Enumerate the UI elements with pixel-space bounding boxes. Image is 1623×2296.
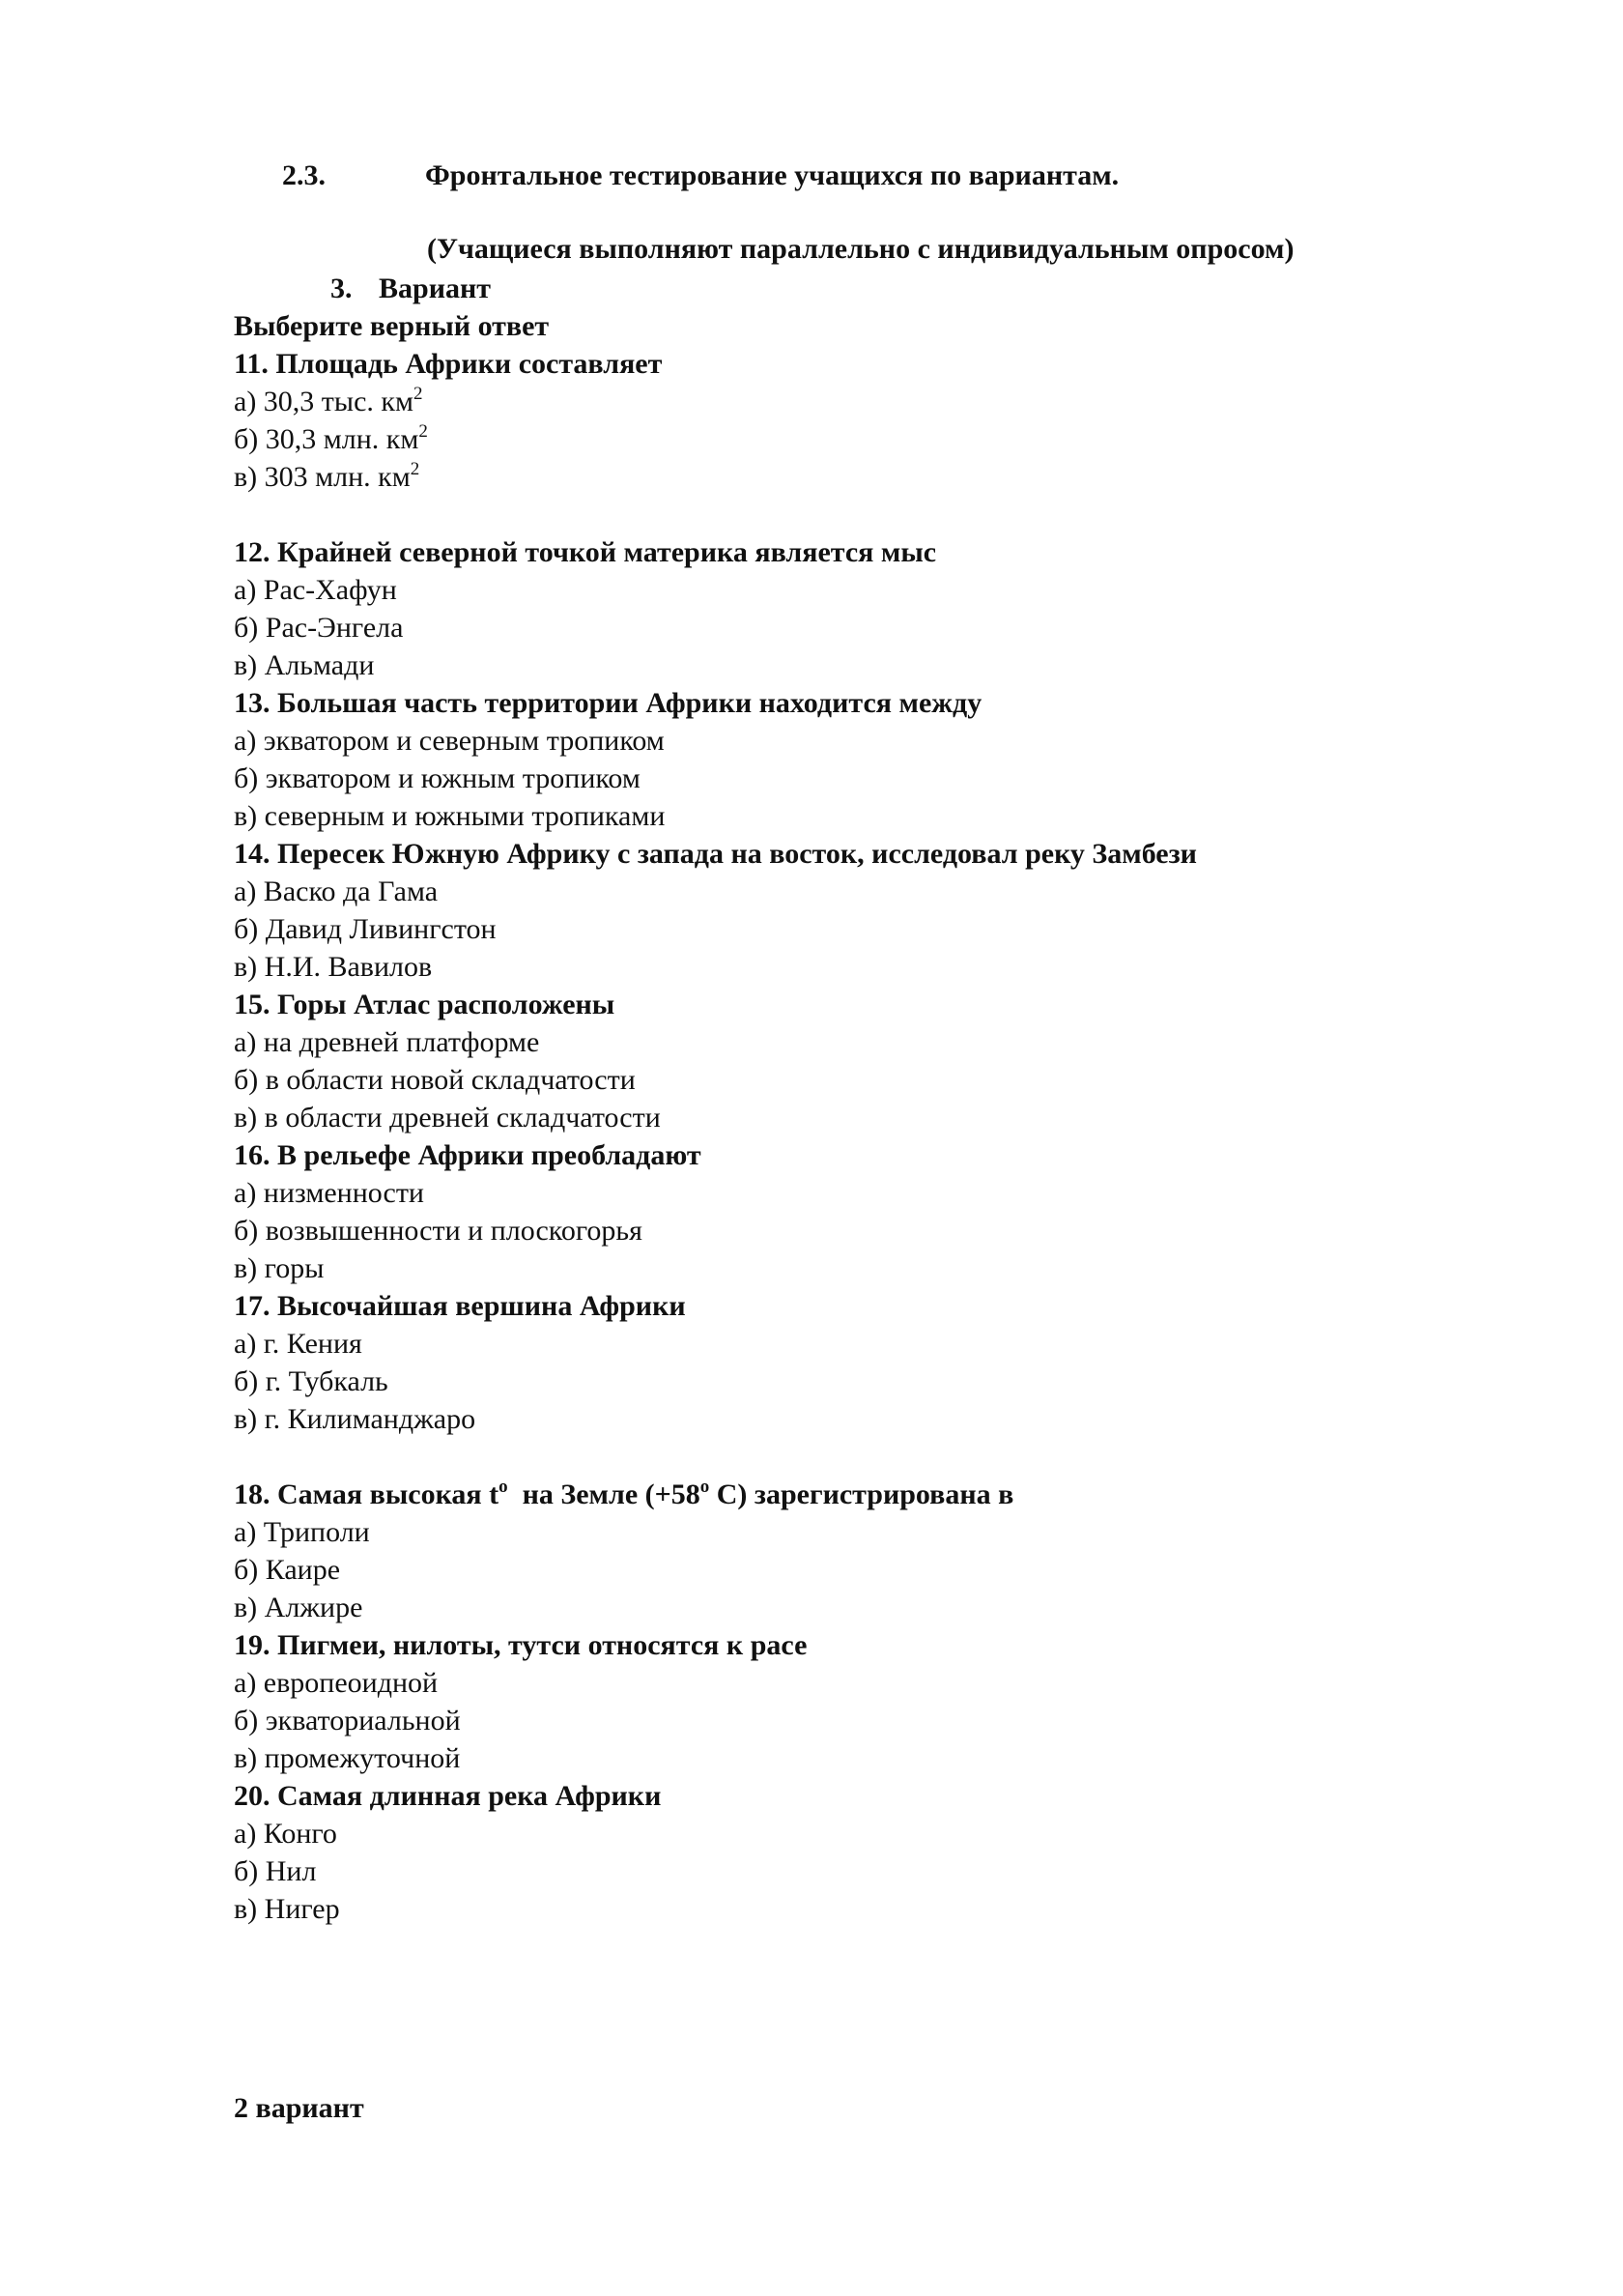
answer-option: а) экватором и северным тропиком bbox=[234, 725, 665, 757]
answer-option: а) Триполи bbox=[234, 1516, 370, 1548]
subheading-note: (Учащиеся выполняют параллельно с индивидуальным опросом) bbox=[427, 233, 1295, 265]
answer-option: б) Рас-Энгела bbox=[234, 612, 404, 644]
answer-option: в) 303 млн. $км^2$ bbox=[234, 459, 420, 493]
answer-option: а) Васко да Гама bbox=[234, 875, 439, 907]
variant-number: 3. bbox=[330, 273, 353, 304]
answer-option: а) г. Кения bbox=[234, 1328, 362, 1360]
question-title: 19. Пигмеи, нилоты, тутси относятся к расе bbox=[234, 1629, 808, 1661]
answer-option: б) в области новой складчатости bbox=[234, 1064, 636, 1096]
answer-option: в) Нигер bbox=[234, 1893, 340, 1925]
question-title: 14. Пересек Южную Африку с запада на восток, исследовал реку Замбези bbox=[234, 838, 1197, 870]
answer-option: а) европеоидной bbox=[234, 1667, 439, 1699]
section-number: 2.3. bbox=[282, 159, 326, 191]
answer-option: а) 30,3 тыс. $км^2$ bbox=[234, 384, 423, 417]
answer-option: б) экватором и южным тропиком bbox=[234, 762, 641, 794]
test-content bbox=[234, 307, 1567, 1928]
question-title: 18. Самая высокая $t^o$ на Земле ($+58^o$ С) зарегистрирована в bbox=[234, 1477, 1014, 1510]
superscript: o bbox=[498, 1477, 508, 1497]
answer-option: б) Нил bbox=[234, 1855, 317, 1887]
question-title: 13. Большая часть территории Африки находится между bbox=[234, 687, 982, 719]
answer-option: б) г. Тубкаль bbox=[234, 1365, 388, 1397]
question-title: 11. Площадь Африки составляет bbox=[234, 348, 663, 380]
answer-option: а) Конго bbox=[234, 1818, 337, 1850]
spacer bbox=[234, 1438, 1567, 1476]
answer-option: в) Алжире bbox=[234, 1592, 363, 1623]
superscript: 2 bbox=[410, 459, 420, 479]
variant-label: Вариант bbox=[379, 273, 492, 304]
answer-option: в) северным и южными тропиками bbox=[234, 800, 666, 832]
section-title: Фронтальное тестирование учащихся по вариантам. bbox=[425, 159, 1120, 191]
question-title: 15. Горы Атлас расположены bbox=[234, 989, 615, 1020]
answer-option: а) низменности bbox=[234, 1177, 424, 1209]
answer-option: б) 30,3 млн. $км^2$ bbox=[234, 421, 428, 455]
question-title: 17. Высочайшая вершина Африки bbox=[234, 1290, 686, 1322]
answer-option: б) Каире bbox=[234, 1554, 341, 1586]
answer-option: в) промежуточной bbox=[234, 1742, 461, 1774]
spacer bbox=[234, 496, 1567, 533]
superscript: 2 bbox=[413, 384, 423, 404]
answer-option: в) Н.И. Вавилов bbox=[234, 951, 433, 983]
answer-option: в) горы bbox=[234, 1252, 325, 1284]
answer-option: а) Рас-Хафун bbox=[234, 574, 397, 606]
superscript: o bbox=[699, 1477, 710, 1497]
question-title: 20. Самая длинная река Африки bbox=[234, 1780, 662, 1812]
answer-option: в) г. Килиманджаро bbox=[234, 1403, 476, 1435]
superscript: 2 bbox=[418, 421, 428, 442]
answer-option: б) Давид Ливингстон bbox=[234, 913, 497, 945]
answer-option: б) возвышенности и плоскогорья bbox=[234, 1215, 642, 1247]
answer-option: б) экваториальной bbox=[234, 1705, 461, 1736]
answer-option: а) на древней платформе bbox=[234, 1026, 540, 1058]
question-title: 12. Крайней северной точкой материка является мыс bbox=[234, 536, 937, 568]
variant-title bbox=[330, 270, 491, 308]
answer-option: в) в области древней складчатости bbox=[234, 1102, 661, 1134]
question-title: 16. В рельефе Африки преобладают bbox=[234, 1139, 701, 1171]
next-variant-title: 2 вариант bbox=[234, 2092, 364, 2124]
section-heading bbox=[282, 157, 1119, 195]
answer-option: в) Альмади bbox=[234, 649, 375, 681]
instruction: Выберите верный ответ bbox=[234, 310, 550, 342]
